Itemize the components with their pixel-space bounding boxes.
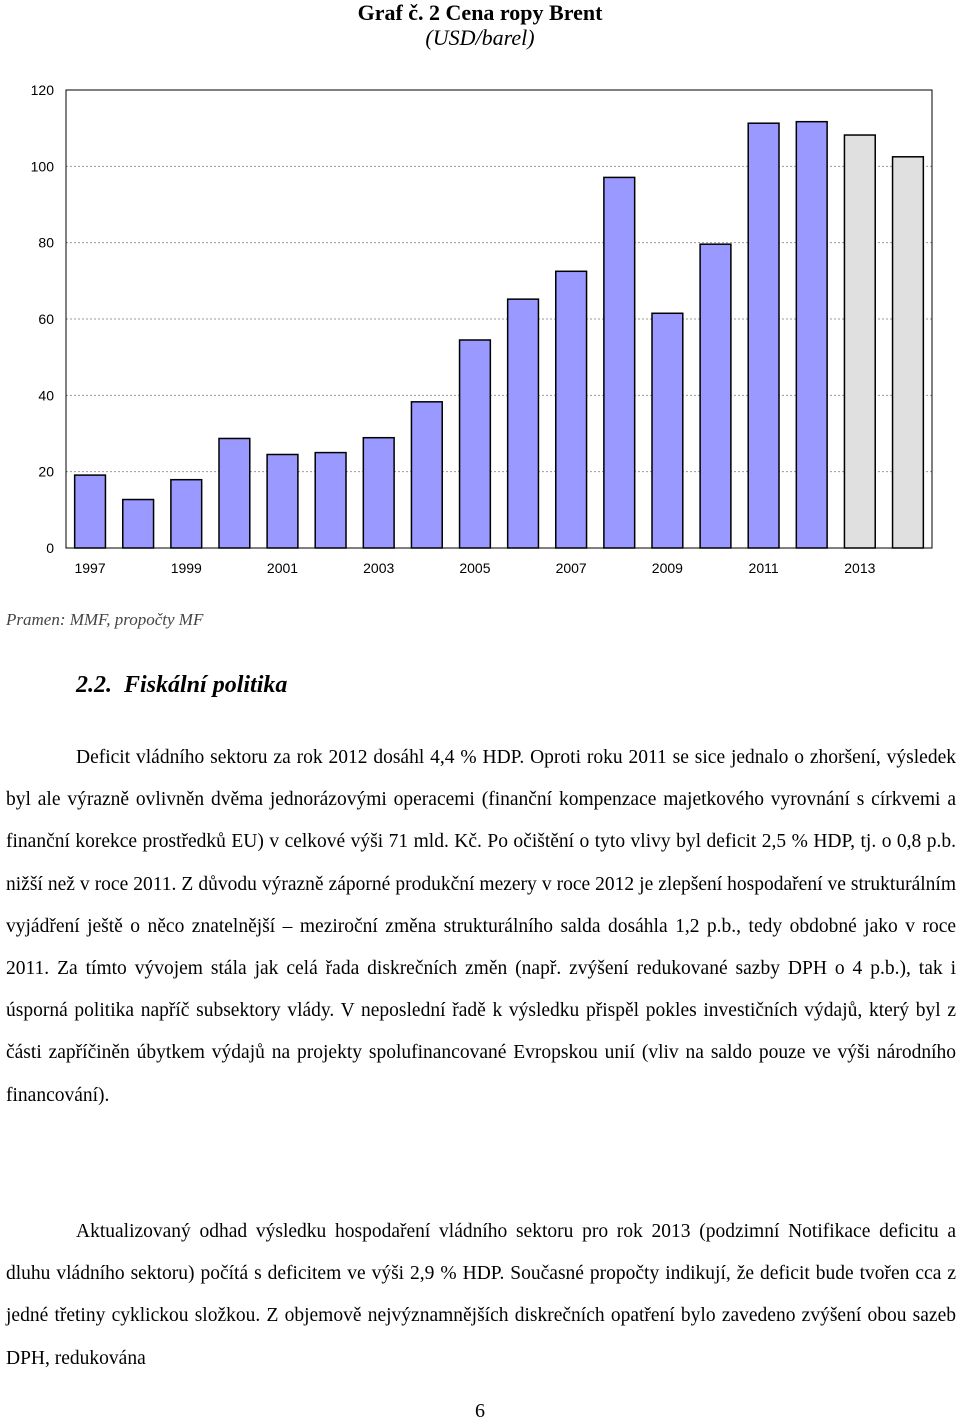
page-number: 6	[475, 1400, 485, 1422]
bar-2005	[460, 340, 491, 548]
chart-subtitle: (USD/barel)	[425, 25, 535, 50]
bar-2003	[363, 438, 394, 548]
bar-1997	[75, 475, 106, 548]
x-tick-label: 2009	[651, 560, 683, 576]
chart-title: Graf č. 2 Cena ropy Brent	[357, 0, 603, 25]
y-tick-label: 100	[30, 158, 54, 175]
y-axis-ticks	[31, 82, 55, 556]
x-tick-label: 2013	[844, 560, 876, 576]
bar-2008	[604, 177, 635, 548]
bar-2000	[219, 438, 250, 548]
x-tick-label: 1999	[170, 560, 202, 576]
bar-2011	[748, 123, 779, 548]
bars	[75, 122, 924, 548]
bar-2009	[652, 313, 683, 548]
y-tick-label: 40	[38, 387, 54, 404]
x-tick-label: 2005	[459, 560, 491, 576]
chart-source-note: Pramen: MMF, propočty MF	[6, 610, 204, 629]
paragraph-deficit-2012: Deficit vládního sektoru za rok 2012 dosáhl 4,4 % HDP. Oproti roku 2011 se sice jednalo o zhoršení, výsledek byl ale výrazně ovlivněn dvěma jednorázovými operacemi (finanční kompenzace majetkového vyrovnání s církvemi a finanční korekce prostředků EU) v celkové výši 71 mld. Kč. Po očištění o tyto vlivy byl deficit 2,5 % HDP, tj. o 0,8 p.b. nižší než v roce 2011. Z důvodu výrazně záporné produkční mezery v roce 2012 je zlepšení hospodaření ve strukturálním vyjádření ještě o něco znatelnější – meziroční změna strukturálního salda dosáhla 1,2 p.b., tedy obdobné jako v roce 2011. Za tímto vývojem stála jak celá řada diskrečních změn (např. zvýšení redukované sazby DPH o 4 p.b.), tak i úsporná politika napříč subsektory vlády. V neposlední řadě k výsledku přispěl pokles investičních výdajů, který byl z části zapříčiněn úbytkem výdajů na projekty spolufinancované Evropskou unií (vliv na saldo pouze ve výši národního financování).	[6, 747, 956, 1106]
x-tick-label: 2003	[363, 560, 395, 576]
x-tick-label: 2001	[266, 560, 299, 576]
bar-1998	[123, 500, 154, 548]
y-tick-label: 60	[38, 311, 54, 327]
y-tick-label: 80	[38, 234, 54, 251]
bar-1999	[171, 480, 202, 548]
bar-2014	[893, 157, 924, 548]
bar-2002	[315, 453, 346, 548]
x-tick-label: 2011	[748, 560, 779, 576]
y-tick-label: 120	[30, 82, 54, 98]
x-axis-ticks	[74, 560, 875, 576]
bar-2012	[796, 122, 827, 548]
bar-chart	[0, 70, 960, 600]
bar-2013	[844, 135, 875, 548]
bar-2010	[700, 244, 731, 548]
bar-2006	[508, 299, 539, 548]
paragraph-estimate-2013: Aktualizovaný odhad výsledku hospodaření vládního sektoru pro rok 2013 (podzimní Notifikace deficitu a dluhu vládního sektoru) počítá s deficitem ve výši 2,9 % HDP. Současné propočty indikují, že deficit bude tvořen cca z jedné třetiny cyklickou složkou. Z objemově nejvýznamnějších diskrečních opatření bylo zavedeno zvýšení obou sazeb DPH, redukována	[6, 1221, 956, 1369]
bar-2007	[556, 271, 587, 548]
y-tick-label: 20	[38, 463, 54, 480]
x-tick-label: 2007	[555, 560, 587, 576]
section-number: 2.2.	[76, 672, 112, 698]
x-tick-label: 1997	[74, 560, 106, 576]
section-title: Fiskální politika	[124, 672, 288, 698]
bar-2004	[411, 402, 442, 548]
y-tick-label: 0	[46, 540, 54, 556]
bar-2001	[267, 454, 298, 548]
section-heading	[76, 672, 287, 699]
